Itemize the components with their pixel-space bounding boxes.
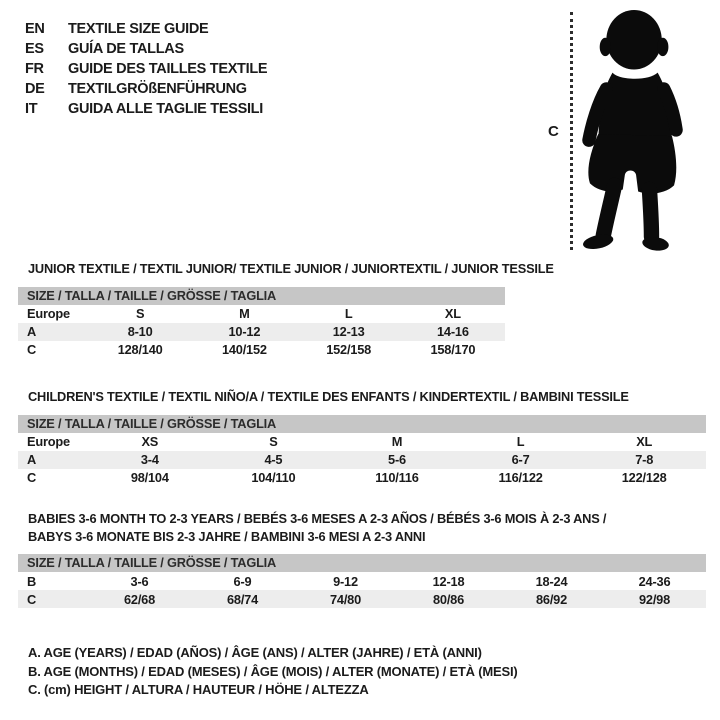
cell-value: 68/74 bbox=[226, 591, 259, 607]
row-label: A bbox=[27, 452, 37, 467]
cell-value: 7-8 bbox=[635, 452, 654, 467]
section-title: JUNIOR TEXTILE / TEXTIL JUNIOR/ TEXTILE JUNIOR / JUNIORTEXTIL / JUNIOR TESSILE bbox=[28, 261, 554, 276]
cell-value: 18-24 bbox=[535, 573, 568, 589]
cell-value: S bbox=[135, 306, 145, 321]
cell-value: 92/98 bbox=[638, 591, 671, 607]
size-section bbox=[18, 510, 706, 608]
size-header-bar: SIZE / TALLA / TAILLE / GRÖSSE / TAGLIA bbox=[18, 415, 706, 433]
cell-value: 3-4 bbox=[140, 452, 159, 467]
table-row bbox=[18, 469, 706, 487]
cell-value: 6-9 bbox=[233, 573, 252, 589]
language-title: GUIDA ALLE TAGLIE TESSILI bbox=[68, 101, 263, 117]
size-header-bar: SIZE / TALLA / TAILLE / GRÖSSE / TAGLIA bbox=[18, 554, 706, 572]
row-label: C bbox=[27, 470, 37, 485]
cell-value: 8-10 bbox=[127, 324, 153, 339]
cell-value: 116/122 bbox=[498, 470, 543, 485]
table-row bbox=[18, 590, 706, 608]
row-label: Europe bbox=[27, 434, 70, 449]
cell-value: 158/170 bbox=[430, 342, 476, 357]
cell-value: 74/80 bbox=[329, 591, 362, 607]
row-label: Europe bbox=[27, 306, 70, 321]
language-code: FR bbox=[25, 61, 44, 77]
table-row bbox=[18, 323, 505, 341]
cell-value: 140/152 bbox=[221, 342, 267, 357]
language-code: ES bbox=[25, 41, 44, 57]
language-row bbox=[25, 99, 267, 119]
cell-value: M bbox=[391, 434, 403, 449]
row-label: A bbox=[27, 324, 37, 339]
table-row bbox=[18, 572, 706, 590]
cell-value: 86/92 bbox=[535, 591, 568, 607]
language-code: EN bbox=[25, 21, 45, 37]
cell-value: 12-13 bbox=[332, 324, 365, 339]
cell-value: 14-16 bbox=[437, 324, 469, 339]
cell-value: 5-6 bbox=[388, 452, 406, 467]
cell-value: 104/110 bbox=[251, 470, 296, 485]
cell-value: M bbox=[239, 306, 250, 321]
cell-value: 6-7 bbox=[511, 452, 530, 467]
language-list bbox=[25, 19, 267, 119]
footnote: A. AGE (YEARS) / EDAD (AÑOS) / ÂGE (ANS) / ALTER (JAHRE) / ETÀ (ANNI) bbox=[28, 645, 482, 660]
row-label: C bbox=[27, 591, 37, 607]
size-section bbox=[18, 260, 554, 359]
language-title: TEXTILE SIZE GUIDE bbox=[68, 21, 209, 37]
height-measure-dotted-line bbox=[570, 12, 573, 250]
cell-value: 12-18 bbox=[432, 573, 465, 589]
height-measure-label: C bbox=[548, 123, 559, 140]
section-title: BABIES 3-6 MONTH TO 2-3 YEARS / BEBÉS 3-6 MESES A 2-3 AÑOS / BÉBÉS 3-6 MOIS À 2-3 ANS / bbox=[28, 511, 607, 526]
cell-value: 62/68 bbox=[123, 591, 156, 607]
cell-value: 10-12 bbox=[228, 324, 261, 339]
cell-value: L bbox=[516, 434, 525, 449]
table-row bbox=[18, 433, 706, 451]
cell-value: 152/158 bbox=[326, 342, 372, 357]
table-row bbox=[18, 305, 505, 323]
toddler-silhouette-icon bbox=[580, 9, 684, 251]
language-code: DE bbox=[25, 81, 45, 97]
table-row bbox=[18, 341, 505, 359]
language-row bbox=[25, 39, 267, 59]
size-header-bar: SIZE / TALLA / TAILLE / GRÖSSE / TAGLIA bbox=[18, 287, 505, 305]
language-row bbox=[25, 59, 267, 79]
cell-value: S bbox=[269, 434, 278, 449]
footnote: B. AGE (MONTHS) / EDAD (MESES) / ÂGE (MOIS) / ALTER (MONATE) / ETÀ (MESI) bbox=[28, 663, 518, 679]
cell-value: 24-36 bbox=[638, 573, 671, 589]
row-label: B bbox=[27, 573, 37, 589]
cell-value: L bbox=[344, 306, 353, 321]
footnotes bbox=[28, 644, 518, 700]
cell-value: XS bbox=[141, 434, 159, 449]
section-title: CHILDREN'S TEXTILE / TEXTIL NIÑO/A / TEXTILE DES ENFANTS / KINDERTEXTIL / BAMBINI TESSILE bbox=[28, 389, 629, 404]
language-row bbox=[25, 19, 267, 39]
language-title: GUIDE DES TAILLES TEXTILE bbox=[68, 61, 268, 77]
language-code: IT bbox=[25, 101, 38, 117]
cell-value: 128/140 bbox=[117, 342, 163, 357]
cell-value: 9-12 bbox=[333, 573, 358, 589]
table-row bbox=[18, 451, 706, 469]
language-title: GUÍA DE TALLAS bbox=[68, 41, 184, 57]
cell-value: 3-6 bbox=[130, 573, 149, 589]
size-section bbox=[18, 388, 706, 487]
cell-value: XL bbox=[444, 306, 461, 321]
cell-value: 122/128 bbox=[621, 470, 667, 485]
row-label: C bbox=[27, 342, 37, 357]
cell-value: 80/86 bbox=[432, 591, 465, 607]
section-title: BABYS 3-6 MONATE BIS 2-3 JAHRE / BAMBINI 3-6 MESI A 2-3 ANNI bbox=[28, 528, 426, 544]
cell-value: 110/116 bbox=[375, 470, 419, 485]
language-row bbox=[25, 79, 267, 99]
cell-value: XL bbox=[636, 434, 653, 449]
footnote: C. (cm) HEIGHT / ALTURA / HAUTEUR / HÖHE / ALTEZZA bbox=[28, 682, 369, 697]
cell-value: 4-5 bbox=[264, 452, 283, 467]
cell-value: 98/104 bbox=[130, 470, 169, 485]
language-title: TEXTILGRÖßENFÜHRUNG bbox=[68, 81, 247, 97]
